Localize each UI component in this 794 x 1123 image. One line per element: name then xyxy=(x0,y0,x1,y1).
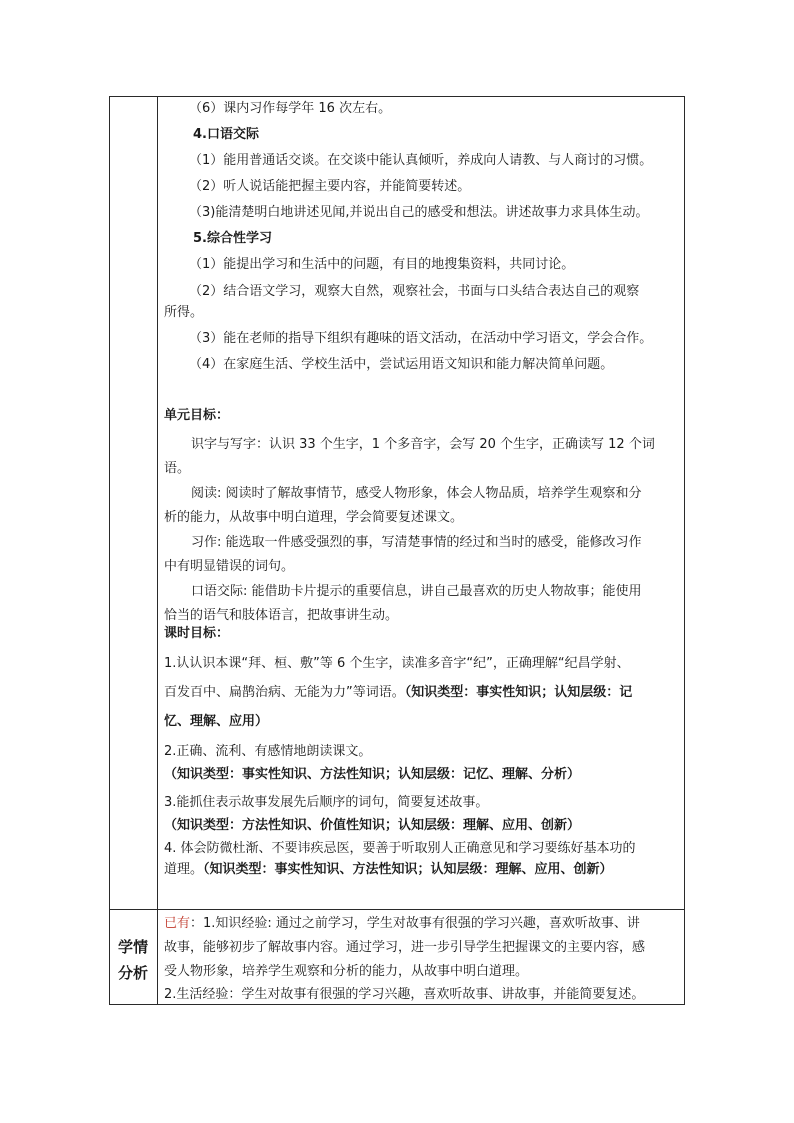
standards-line: （2）结合语文学习，观察大自然，观察社会，书面与口头结合表达自己的观察 xyxy=(189,284,640,299)
unit-goals-heading: 单元目标： xyxy=(164,408,230,423)
standards-line: （3)能清楚明白地讲述见闻,并说出自己的感受和想法。讲述故事力求具体生动。 xyxy=(189,205,649,220)
section-heading-oral: 4.口语交际 xyxy=(193,127,259,142)
unit-goal-line: 语。 xyxy=(164,461,191,476)
lesson-goal-line: 1.认认识本课“拜、桓、敷”等 6 个生字，读准多音字“纪”，正确理解“纪昌学射、 xyxy=(164,656,630,671)
standards-line: 所得。 xyxy=(164,305,204,320)
unit-goal-line: 析的能力，从故事中明白道理，学会简要复述课文。 xyxy=(164,510,464,525)
unit-goal-line: 习作: 能选取一件感受强烈的事，写清楚事情的经过和当时的感受，能修改习作 xyxy=(191,535,642,550)
lesson-goal-text: 道理。 xyxy=(164,862,204,877)
lesson-goal-line: 2.正确、流利、有感情地朗读课文。 xyxy=(164,744,372,759)
lesson-plan-table xyxy=(109,96,685,1005)
unit-goal-line: 识字与写字：认识 33 个生字，1 个多音字，会写 20 个生字，正确读写 12 个词 xyxy=(191,437,655,452)
lesson-goals-heading: 课时目标： xyxy=(164,626,230,641)
unit-goal-line: 口语交际: 能借助卡片提示的重要信息，讲自己最喜欢的历史人物故事；能使用 xyxy=(191,584,642,599)
standards-line: （3）能在老师的指导下组织有趣味的语文活动，在活动中学习语文，学会合作。 xyxy=(189,331,653,346)
lesson-goal-line: 3.能抓住表示故事发展先后顺序的词句，简要复述故事。 xyxy=(164,795,489,810)
knowledge-type-tag: （知识类型：事实性知识、方法性知识；认知层级：理解、应用、创新） xyxy=(203,862,613,877)
unit-goal-line: 中有明显错误的词句。 xyxy=(164,559,295,574)
standards-line: （1）能提出学习和生活中的问题，有目的地搜集资料，共同讨论。 xyxy=(189,257,575,272)
student-analysis-label: 分析 xyxy=(117,964,148,982)
analysis-line: 受人物形象，培养学生观察和分析的能力，从故事中明白道理。 xyxy=(164,964,529,979)
lesson-goal-line xyxy=(164,860,613,880)
row-divider xyxy=(109,909,685,910)
knowledge-type-tag: （知识类型：事实性知识；认知层级：记 xyxy=(404,685,633,700)
section-heading-comprehensive: 5.综合性学习 xyxy=(193,231,272,246)
analysis-line: 2.生活经验：学生对故事有很强的学习兴趣，喜欢听故事、讲故事，并能简要复述。 xyxy=(164,987,645,1002)
lesson-goal-line: 4. 体会防微杜渐、不要讳疾忌医，要善于听取别人正确意见和学习要练好基本功的 xyxy=(164,841,636,856)
lesson-goal-line xyxy=(164,683,632,703)
knowledge-type-tag: 忆、理解、应用） xyxy=(164,714,269,729)
standards-line: （6）课内习作每学年 16 次左右。 xyxy=(189,101,392,116)
standards-line: （4）在家庭生活、学校生活中，尝试运用语文知识和能力解决简单问题。 xyxy=(189,357,614,372)
student-analysis-label: 学情 xyxy=(117,938,148,956)
unit-goal-line: 恰当的语气和肢体语言，把故事讲生动。 xyxy=(164,608,399,623)
table-left-border xyxy=(109,96,110,1005)
lesson-goal-text: 百发百中、扁鹊治病、无能为力”等词语。 xyxy=(164,685,405,700)
standards-line: （1）能用普通话交谈。在交谈中能认真倾听，养成向人请教、与人商讨的习惯。 xyxy=(189,153,653,168)
unit-goal-line: 阅读: 阅读时了解故事情节，感受人物形象，体会人物品质，培养学生观察和分 xyxy=(191,486,642,501)
table-top-border xyxy=(109,96,685,97)
column-divider xyxy=(157,96,158,1005)
knowledge-type-tag: （知识类型：事实性知识、方法性知识；认知层级：记忆、理解、分析） xyxy=(164,767,581,782)
analysis-line xyxy=(164,914,640,934)
standards-line: （2）听人说话能把握主要内容，并能简要转述。 xyxy=(189,179,471,194)
analysis-line: 故事，能够初步了解故事内容。通过学习，进一步引导学生把握课文的主要内容，感 xyxy=(164,940,646,955)
knowledge-type-tag: （知识类型：方法性知识、价值性知识；认知层级：理解、应用、创新） xyxy=(164,818,581,833)
table-right-border xyxy=(684,96,685,1005)
analysis-text: ：1.知识经验: 通过之前学习，学生对故事有很强的学习兴趣，喜欢听故事、讲 xyxy=(190,916,640,931)
existing-label: 已有 xyxy=(164,916,191,931)
